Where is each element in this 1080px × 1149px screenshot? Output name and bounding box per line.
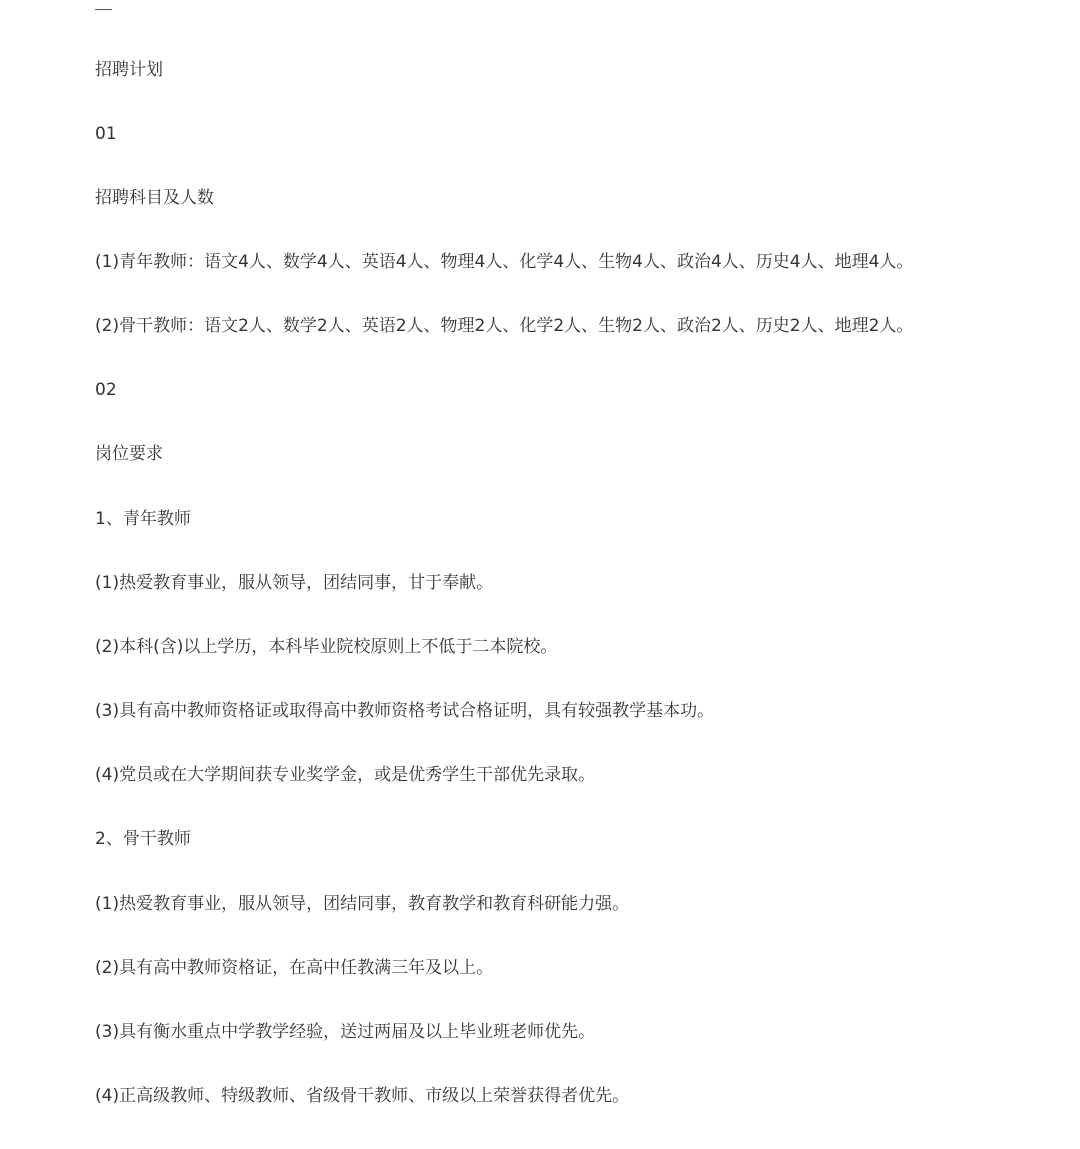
section-number: 02 [95, 380, 117, 400]
section-title: 岗位要求 [95, 444, 163, 464]
section-divider-dash [95, 9, 112, 10]
paragraph: (2)骨干教师：语文2人、数学2人、英语2人、物理2人、化学2人、生物2人、政治2人、历史2人、地理2人。 [95, 316, 914, 336]
paragraph: (2)具有高中教师资格证，在高中任教满三年及以上。 [95, 958, 494, 978]
paragraph: (1)青年教师：语文4人、数学4人、英语4人、物理4人、化学4人、生物4人、政治4人、历史4人、地理4人。 [95, 252, 914, 272]
section-title: 招聘科目及人数 [95, 188, 214, 208]
paragraph: (2)本科(含)以上学历，本科毕业院校原则上不低于二本院校。 [95, 637, 558, 657]
paragraph: (4)正高级教师、特级教师、省级骨干教师、市级以上荣誉获得者优先。 [95, 1086, 630, 1106]
section-heading: 招聘计划 [95, 60, 163, 80]
paragraph: (3)具有衡水重点中学教学经验，送过两届及以上毕业班老师优先。 [95, 1022, 596, 1042]
paragraph: (1)热爱教育事业，服从领导，团结同事，甘于奉献。 [95, 573, 494, 593]
paragraph: (1)热爱教育事业，服从领导，团结同事，教育教学和教育科研能力强。 [95, 894, 630, 914]
section-number: 01 [95, 124, 117, 144]
paragraph: (3)具有高中教师资格证或取得高中教师资格考试合格证明，具有较强教学基本功。 [95, 701, 715, 721]
subsection-title: 1、青年教师 [95, 509, 191, 529]
subsection-title: 2、骨干教师 [95, 829, 191, 849]
paragraph: (4)党员或在大学期间获专业奖学金，或是优秀学生干部优先录取。 [95, 765, 596, 785]
